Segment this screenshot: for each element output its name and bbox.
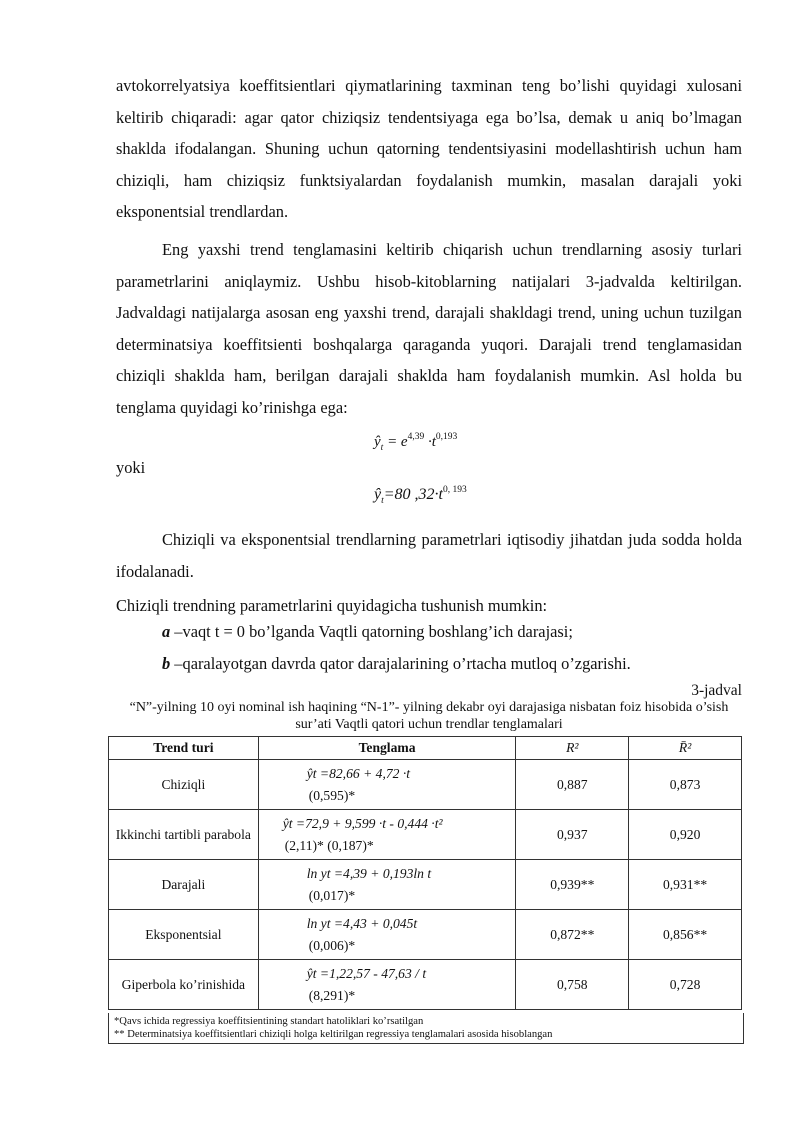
cell-trend-type: Eksponentsial bbox=[109, 910, 259, 960]
paragraph-1: avtokorrelyatsiya koeffitsientlari qiymatlarining taxminan teng bo’lishi quyidagi xulosani keltirib chiqaradi: agar qator chiziqsiz tendentsiyaga ega bo’lsa, demak u aniq bo’lmagan shaklda ifodalangan. Shuning uchun qatorning tendentsiyasini modellashtirish uchun ham chiziqli, ham chiziqsiz funktsiyalardan foydalanish mumkin, masalan darajali yoki eksponentsial trendlardan. bbox=[116, 76, 742, 222]
paragraph-4: Chiziqli trendning parametrlarini quyidagicha tushunish mumkin: bbox=[116, 596, 548, 615]
cell-r2: 0,937 bbox=[516, 810, 629, 860]
cell-trend-type: Giperbola ko’rinishida bbox=[109, 960, 259, 1010]
header-r2: R² bbox=[516, 737, 629, 760]
cell-r2-adjusted: 0,728 bbox=[629, 960, 742, 1010]
trend-table bbox=[108, 736, 742, 1010]
cell-r2-adjusted: 0,931** bbox=[629, 860, 742, 910]
cell-r2: 0,872** bbox=[516, 910, 629, 960]
cell-equation: ŷt =1,22,57 - 47,63 / t (8,291)* bbox=[258, 960, 516, 1010]
cell-r2-adjusted: 0,873 bbox=[629, 760, 742, 810]
cell-r2-adjusted: 0,856** bbox=[629, 910, 742, 960]
list-item-a: a –vaqt t = 0 bo’lganda Vaqtli qatorning boshlang’ich darajasi; bbox=[162, 622, 573, 641]
cell-equation: ŷt =72,9 + 9,599 ·t - 0,444 ·t² (2,11)* (0,187)* bbox=[258, 810, 516, 860]
table-row bbox=[109, 760, 742, 810]
paragraph-3: Chiziqli va eksponentsial trendlarning parametrlari iqtisodiy jihatdan juda sodda holda ifodalanadi. bbox=[116, 530, 742, 581]
cell-r2: 0,758 bbox=[516, 960, 629, 1010]
yoki-text: yoki bbox=[116, 458, 146, 477]
table-row bbox=[109, 960, 742, 1010]
header-equation: Tenglama bbox=[258, 737, 516, 760]
cell-equation: ln yt =4,43 + 0,045t (0,006)* bbox=[258, 910, 516, 960]
list-item-b: b –qaralayotgan davrda qator darajalarining o’rtacha mutloq o’zgarishi. bbox=[162, 654, 631, 673]
header-trend-type: Trend turi bbox=[109, 737, 259, 760]
paragraph-2: Eng yaxshi trend tenglamasini keltirib chiqarish uchun trendlarning asosiy turlari parametrlarini aniqlaymiz. Ushbu hisob-kitoblarning natijalari 3-jadvalda keltirilgan. Jadvaldagi natijalarga asosan eng yaxshi trend, darajali shakldagi trend, uning uchun tuzilgan determinatsiya koeffitsienti boshqalarga qaraganda yuqori. Darajali trend tenglamasidan chiziqli shaklda ham, berilgan darajali shaklda ham foydalanish mumkin. Asl holda bu tenglama quyidagi ko’rinishga ega: bbox=[116, 240, 742, 417]
table-number: 3-jadval bbox=[691, 682, 742, 699]
footnote-determination: ** Determinatsiya koeffitsientlari chiziqli holga keltirilgan regressiya tenglamalari asosida hisoblangan bbox=[114, 1029, 553, 1040]
table-footnote bbox=[108, 1013, 744, 1044]
cell-r2: 0,939** bbox=[516, 860, 629, 910]
footnote-standard-errors: *Qavs ichida regressiya koeffitsientining standart hatoliklari ko’rsatilgan bbox=[114, 1016, 424, 1027]
cell-trend-type: Chiziqli bbox=[109, 760, 259, 810]
cell-trend-type: Ikkinchi tartibli parabola bbox=[109, 810, 259, 860]
header-r2-adjusted: R̄² bbox=[629, 737, 742, 760]
cell-equation: ln yt =4,39 + 0,193ln t (0,017)* bbox=[258, 860, 516, 910]
table-row bbox=[109, 910, 742, 960]
cell-r2-adjusted: 0,920 bbox=[629, 810, 742, 860]
cell-equation: ŷt =82,66 + 4,72 ·t (0,595)* bbox=[258, 760, 516, 810]
table-row bbox=[109, 860, 742, 910]
power-trend-formula-alt: $ŷ_t=80$ $,32\cdot t^{0, 193}$ bbox=[374, 485, 467, 506]
table-row bbox=[109, 810, 742, 860]
table-caption: “N”-yilning 10 oyi nominal ish haqining “N-1”- yilning dekabr oyi darajasiga nisbatan foiz hisobida o’sish sur’ati Vaqtli qatori uchun trendlar tenglamalari bbox=[129, 700, 729, 732]
cell-trend-type: Darajali bbox=[109, 860, 259, 910]
table-header-row bbox=[109, 737, 742, 760]
cell-r2: 0,887 bbox=[516, 760, 629, 810]
power-trend-formula: $ŷ_t = e^{4,39} \cdot t^{0,193}$ bbox=[374, 432, 458, 453]
